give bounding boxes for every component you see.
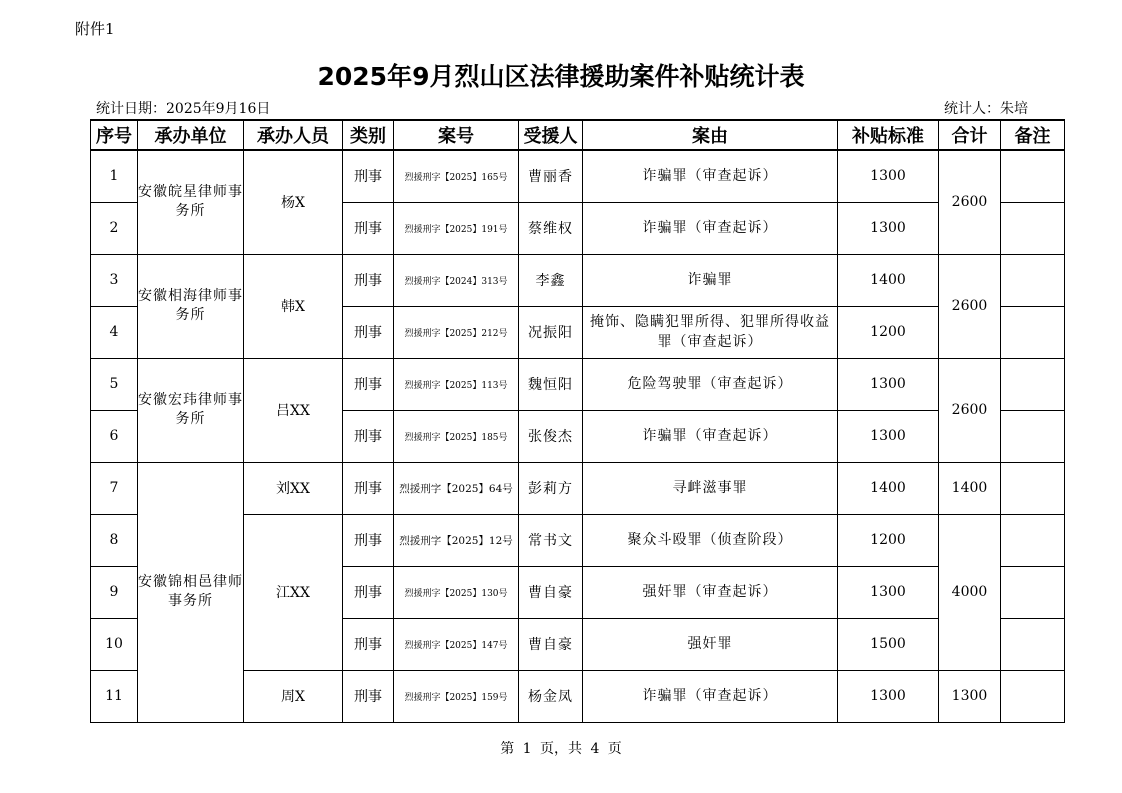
header-seq: 序号 [91,120,138,150]
cell-reason: 诈骗罪（审查起诉） [583,202,838,254]
cell-note [1001,306,1065,358]
cell-note [1001,462,1065,514]
header-aided: 受援人 [519,120,583,150]
cell-aided: 杨金凤 [519,670,583,722]
cell-case-no: 烈援刑字【2025】12号 [394,514,519,566]
cell-seq: 9 [91,566,138,618]
cell-note [1001,202,1065,254]
cell-note [1001,254,1065,306]
header-total: 合计 [939,120,1001,150]
header-person: 承办人员 [244,120,343,150]
cell-total: 2600 [939,358,1001,462]
cell-seq: 8 [91,514,138,566]
page-title: 2025年9月烈山区法律援助案件补贴统计表 [317,62,805,91]
cell-type: 刑事 [343,202,394,254]
cell-note [1001,150,1065,202]
cell-person: 杨X [244,150,343,254]
cell-aided: 蔡维权 [519,202,583,254]
cell-seq: 11 [91,670,138,722]
cell-subsidy: 1300 [838,150,939,202]
cell-subsidy: 1300 [838,410,939,462]
cell-person: 周X [244,670,343,722]
cell-case-no: 烈援刑字【2025】159号 [394,670,519,722]
cell-seq: 2 [91,202,138,254]
table-row [91,254,1065,306]
cell-type: 刑事 [343,358,394,410]
cell-total: 1400 [939,462,1001,514]
cell-type: 刑事 [343,150,394,202]
cell-person: 刘XX [244,462,343,514]
cell-reason: 聚众斗殴罪（侦查阶段） [583,514,838,566]
cell-subsidy: 1200 [838,306,939,358]
cell-aided: 张俊杰 [519,410,583,462]
cell-aided: 彭莉方 [519,462,583,514]
table-header-row [91,120,1065,150]
cell-aided: 曹自豪 [519,566,583,618]
table-row [91,358,1065,410]
cell-reason: 诈骗罪 [583,254,838,306]
stat-date: 统计日期：2025年9月16日 [96,101,271,117]
cell-seq: 7 [91,462,138,514]
cell-note [1001,566,1065,618]
cell-unit: 安徽宏玮律师事务所 [138,358,244,462]
cell-note [1001,358,1065,410]
cell-total: 4000 [939,514,1001,670]
cell-subsidy: 1300 [838,670,939,722]
cell-person: 吕XX [244,358,343,462]
cell-case-no: 烈援刑字【2025】191号 [394,202,519,254]
cell-type: 刑事 [343,254,394,306]
header-note: 备注 [1001,120,1065,150]
page-footer: 第 1 页，共 4 页 [500,741,622,757]
cell-seq: 10 [91,618,138,670]
cell-seq: 1 [91,150,138,202]
cell-reason: 诈骗罪（审查起诉） [583,150,838,202]
cell-total: 2600 [939,150,1001,254]
cell-type: 刑事 [343,514,394,566]
cell-seq: 3 [91,254,138,306]
cell-subsidy: 1500 [838,618,939,670]
table-row [91,150,1065,202]
cell-total: 1300 [939,670,1001,722]
cell-subsidy: 1400 [838,462,939,514]
cell-seq: 5 [91,358,138,410]
cell-reason: 诈骗罪（审查起诉） [583,410,838,462]
cell-aided: 李鑫 [519,254,583,306]
cell-type: 刑事 [343,618,394,670]
header-subsidy: 补贴标准 [838,120,939,150]
statistician: 统计人：朱培 [944,101,1028,117]
cell-subsidy: 1300 [838,358,939,410]
cell-aided: 曹自豪 [519,618,583,670]
cell-note [1001,410,1065,462]
cell-case-no: 烈援刑字【2025】147号 [394,618,519,670]
cell-aided: 常书文 [519,514,583,566]
header-unit: 承办单位 [138,120,244,150]
table-row [91,462,1065,514]
cell-person: 韩X [244,254,343,358]
cell-total: 2600 [939,254,1001,358]
attachment-label: 附件1 [75,20,115,38]
header-case-no: 案号 [394,120,519,150]
cell-seq: 4 [91,306,138,358]
cell-unit: 安徽皖星律师事务所 [138,150,244,254]
cell-reason: 掩饰、隐瞒犯罪所得、犯罪所得收益罪（审查起诉） [583,306,838,358]
cell-subsidy: 1200 [838,514,939,566]
cell-reason: 寻衅滋事罪 [583,462,838,514]
subsidy-table [90,119,1065,723]
cell-case-no: 烈援刑字【2025】212号 [394,306,519,358]
cell-type: 刑事 [343,410,394,462]
cell-aided: 曹丽香 [519,150,583,202]
cell-aided: 况振阳 [519,306,583,358]
header-type: 类别 [343,120,394,150]
cell-reason: 危险驾驶罪（审查起诉） [583,358,838,410]
cell-type: 刑事 [343,462,394,514]
cell-case-no: 烈援刑字【2025】165号 [394,150,519,202]
cell-case-no: 烈援刑字【2025】64号 [394,462,519,514]
cell-subsidy: 1400 [838,254,939,306]
cell-case-no: 烈援刑字【2025】185号 [394,410,519,462]
cell-aided: 魏恒阳 [519,358,583,410]
cell-type: 刑事 [343,670,394,722]
cell-case-no: 烈援刑字【2025】113号 [394,358,519,410]
cell-person: 江XX [244,514,343,670]
cell-case-no: 烈援刑字【2025】130号 [394,566,519,618]
cell-reason: 强奸罪 [583,618,838,670]
cell-subsidy: 1300 [838,566,939,618]
cell-type: 刑事 [343,306,394,358]
cell-note [1001,670,1065,722]
cell-seq: 6 [91,410,138,462]
header-reason: 案由 [583,120,838,150]
cell-reason: 诈骗罪（审查起诉） [583,670,838,722]
cell-reason: 强奸罪（审查起诉） [583,566,838,618]
cell-note [1001,618,1065,670]
cell-subsidy: 1300 [838,202,939,254]
cell-type: 刑事 [343,566,394,618]
cell-note [1001,514,1065,566]
cell-case-no: 烈援刑字【2024】313号 [394,254,519,306]
cell-unit: 安徽锦相邑律师事务所 [138,462,244,722]
cell-unit: 安徽相海律师事务所 [138,254,244,358]
